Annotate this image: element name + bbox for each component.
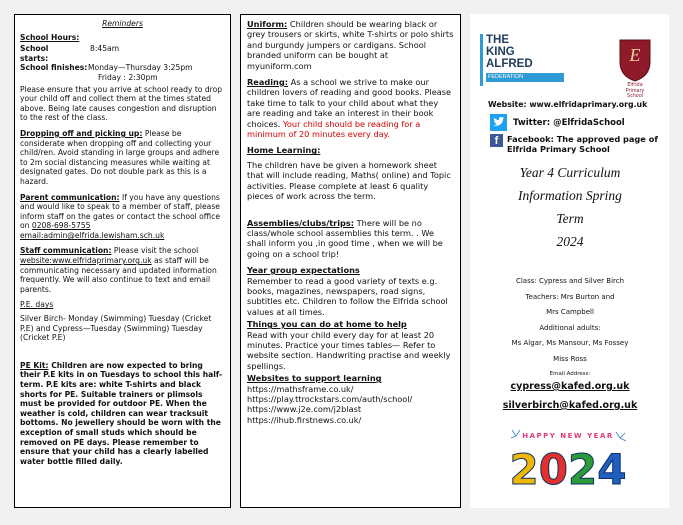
parent-comm-paragraph bbox=[20, 193, 225, 231]
expectations-title: Year group expectations bbox=[247, 265, 360, 276]
school-website-link[interactable]: website:www.elfridaprimary.org.uk bbox=[20, 256, 152, 266]
dropping-title: Dropping off and picking up: bbox=[20, 128, 143, 138]
reminders-panel bbox=[14, 14, 231, 508]
dropping-paragraph bbox=[20, 129, 225, 187]
reading-paragraph bbox=[247, 77, 454, 139]
expectations-text: Remember to read a good variety of texts e.g. books, magazines, newspapers, road signs, subtitles etc. Children to follow the Elfrida school values at all times. bbox=[247, 275, 448, 317]
parent-comm-title: Parent communication: bbox=[20, 192, 120, 202]
crest-text-elfrida: Elfrida bbox=[627, 83, 643, 88]
assemblies-paragraph bbox=[247, 218, 454, 260]
banner-happy-new-year: HAPPY NEW YEAR bbox=[522, 432, 614, 440]
parent-comm-text: If you have any questions and would like to speak to a member of staff, please inform staff on the gates or contact the school office on bbox=[20, 192, 220, 231]
school-finishes-value: Monday—Thursday 3:25pm bbox=[88, 63, 193, 73]
twitter-icon bbox=[490, 114, 507, 131]
email-cypress[interactable]: cypress@kafed.org.uk bbox=[510, 381, 630, 392]
pe-kit-paragraph bbox=[20, 361, 225, 467]
additional-adults-title: Additional adults: bbox=[539, 323, 601, 332]
logo-federation-band: FEDERATION bbox=[486, 73, 564, 82]
school-starts-label: School starts: bbox=[20, 44, 49, 63]
staff-comm-text1: Please visit the school bbox=[111, 246, 199, 256]
school-email-link[interactable]: email:admin@elfrida.lewisham.sch.uk bbox=[20, 230, 165, 240]
banner-year: 2024 bbox=[509, 445, 627, 494]
dropping-text: Please be considerate when dropping off and collecting your child/ren. Avoid standing in large groups and adhere to 2m social distancing measures while waiting at designated gates. Do not double park as this is a hazard. bbox=[20, 128, 220, 186]
school-starts-value: 8:45am bbox=[90, 44, 120, 54]
logo-line-alfred: ALFRED bbox=[486, 58, 533, 70]
reading-text: As a school we strive to make our children lovers of reading and good books. Please take time to talk to your child about what they are reading and take an interest in their book choices. bbox=[247, 77, 452, 129]
svg-text:E: E bbox=[629, 45, 641, 65]
school-phone[interactable]: 0208-698-5755 bbox=[31, 221, 91, 231]
crest-text-primary: Primary bbox=[625, 88, 645, 94]
uniform-paragraph bbox=[247, 19, 454, 71]
website-item[interactable]: https://play.ttrockstars.com/auth/school/ bbox=[247, 394, 413, 404]
website-item[interactable]: https://mathsframe.co.uk/ bbox=[247, 383, 354, 394]
teachers-info: Teachers: Mrs Burton and bbox=[525, 292, 615, 301]
reminders-title: Reminders bbox=[102, 19, 143, 28]
email-silverbirch[interactable]: silverbirch@kafed.org.uk bbox=[502, 400, 638, 411]
leaflet-title-line3: Term bbox=[556, 211, 584, 226]
logo-line-king: KING bbox=[486, 46, 515, 58]
school-finishes-label: School finishes: bbox=[20, 63, 88, 73]
facebook-text: Facebook: The approved page of Elfrida Primary School bbox=[507, 134, 658, 154]
happy-new-year-banner bbox=[508, 426, 628, 496]
website-item[interactable]: https://www.j2e.com/j2blast bbox=[247, 404, 362, 415]
logo-line-the: THE bbox=[486, 34, 509, 46]
cover-panel bbox=[470, 14, 669, 508]
info-panel bbox=[240, 14, 461, 508]
king-alfred-logo bbox=[480, 34, 544, 86]
elfrida-crest bbox=[618, 38, 652, 99]
staff-comm-text2: as staff will be communicating necessary and updated information frequently. We will also continue to text and email parents. bbox=[20, 256, 217, 294]
home-learning-title: Home Learning: bbox=[247, 145, 321, 156]
pe-days-text: Silver Birch- Monday (Swimming) Tuesday (Cricket P.E) and Cypress—Tuesday (Swimming) Tuesday (Cricket P.E) bbox=[20, 314, 212, 343]
logo-bar bbox=[480, 34, 483, 86]
school-finishes-friday: Friday : 2:30pm bbox=[98, 72, 158, 82]
leaflet-title-line2: Information Spring bbox=[518, 188, 622, 203]
additional-adults: Ms Algar, Ms Mansour, Ms Fossey bbox=[511, 339, 629, 347]
pe-kit-title: PE Kit: bbox=[20, 360, 49, 370]
assemblies-title: Assemblies/clubs/trips: bbox=[247, 217, 355, 228]
leaflet-title-line1: Year 4 Curriculum bbox=[519, 165, 621, 180]
uniform-title: Uniform: bbox=[247, 19, 288, 29]
crest-shield-icon bbox=[618, 38, 652, 82]
school-hours-title: School Hours: bbox=[20, 32, 80, 42]
staff-comm-paragraph bbox=[20, 246, 225, 294]
additional-adults-2: Miss Ross bbox=[553, 354, 587, 363]
twitter-handle: Twitter: @ElfridaSchool bbox=[513, 117, 625, 128]
staff-comm-title: Staff communication: bbox=[20, 246, 112, 256]
assemblies-text: There will be no class/whole school assemblies this term. . We shall inform you ,in good time , when we will be going on a school trip! bbox=[247, 217, 443, 259]
twitter-row[interactable] bbox=[490, 114, 625, 131]
reading-title: Reading: bbox=[247, 77, 289, 88]
facebook-icon: f bbox=[490, 134, 503, 147]
websites-title: Websites to support learning bbox=[247, 373, 382, 384]
pe-days-title: P.E. days bbox=[20, 300, 54, 310]
crest-text-school: School bbox=[627, 94, 643, 99]
school-website[interactable]: Website: www.elfridaprimary.org.uk bbox=[488, 100, 648, 109]
class-info: Class: Cypress and Silver Birch bbox=[515, 277, 625, 285]
support-text: Read with your child every day for at least 20 minutes. Practice your times tables— Refer to website section. Handwriting practise and weekly spellings. bbox=[247, 329, 451, 371]
leaflet-title-line4: 2024 bbox=[556, 234, 584, 249]
arrive-text: Please ensure that you arrive at school ready to drop your child off and collect them at the times stated above. Being late causes congestion and disruption to the rest of the class. bbox=[20, 84, 223, 123]
facebook-row[interactable] bbox=[490, 134, 666, 154]
website-item[interactable]: https://ihub.firstnews.co.uk/ bbox=[247, 414, 362, 425]
home-learning-text: The children have be given a homework sheet that will include reading, Maths( online) and Topic activities. Please complete at least 6 quality pieces of work across the term. bbox=[247, 159, 451, 202]
uniform-text: Children should be wearing black or grey trousers or skirts, white T-shirts or polo shirts and burgundy jumpers or cardigans. School branded uniform can be bought at myuniform.com bbox=[247, 19, 454, 71]
reading-red-text: Your child should be reading for a minimum of 20 minutes every day. bbox=[247, 118, 421, 140]
support-title: Things you can do at home to help bbox=[247, 319, 407, 330]
email-title: Email Address: bbox=[549, 371, 591, 377]
pe-kit-text: Children are now expected to bring their P.E kits in on Tuesdays to school this half-term. P.E kits are: white T-shirts and black shorts for PE. Suitable trainers or plimsols must be provided for outdoor PE. When the weather is cold, children can wear tracksuit bottoms. No jewellery should be worn with the exception of small studs which should be removed on PE days. Please remember to ensure that your child has a clearly labelled water bottle filled daily. bbox=[20, 360, 223, 466]
teachers-info-2: Mrs Campbell bbox=[546, 308, 594, 316]
